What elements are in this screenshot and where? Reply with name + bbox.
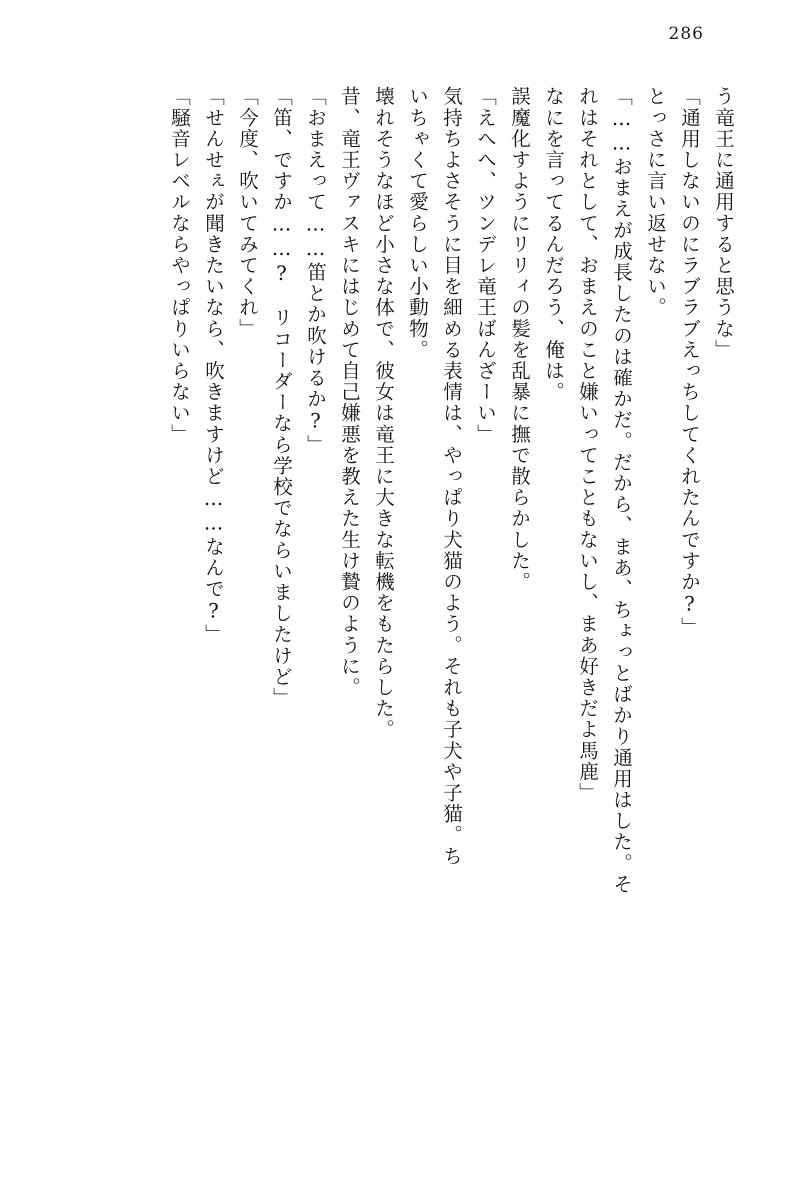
text-line: 「……おまえが成長したのは確かだ。だから、まあ、ちょっとばかり通用はした。そ (610, 86, 633, 895)
text-line: 気持ちよさそうに目を細める表情は、やっぱり犬猫のよう。それも子犬や子猫。ち (440, 86, 463, 867)
text-line: 「おまえって……笛とか吹けるか?」 (304, 86, 327, 456)
text-line: 「騒音レベルならやっぱりいらない」 (168, 86, 191, 445)
text-line: 「えへへ、ツンデレ竜王ばんざーい」 (474, 86, 497, 445)
text-line: 壊れそうなほど小さな体で、彼女は竜王に大きな転機をもたらした。 (372, 86, 395, 741)
text-line: いちゃくて愛らしい小動物。 (406, 86, 429, 361)
page-number: 286 (668, 24, 704, 44)
text-line: とっさに言い返せない。 (644, 86, 667, 319)
text-line: れはそれとして、おまえのこと嫌いってこともないし、まあ好きだよ馬鹿」 (576, 86, 599, 804)
text-line: 「笛、ですか……? リコーダーなら学校でならいましたけど」 (270, 86, 293, 709)
text-line: 誤魔化すようにリリィの髪を乱暴に撫で散らかした。 (508, 86, 531, 593)
text-line: 昔、竜王ヴァスキにはじめて自己嫌悪を教えた生け贄のように。 (338, 86, 361, 698)
text-line: 「せんせぇが聞きたいなら、吹きますけど……なんで?」 (202, 86, 225, 646)
vertical-text-body (60, 86, 740, 1096)
text-line: う竜王に通用すると思うな」 (712, 86, 735, 361)
text-line: なにを言ってるんだろう、俺は。 (542, 86, 565, 403)
text-line: 「通用しないのにラブラブえっちしてくれたんですか?」 (678, 86, 701, 639)
text-line: 「今度、吹いてみてくれ」 (236, 86, 259, 340)
